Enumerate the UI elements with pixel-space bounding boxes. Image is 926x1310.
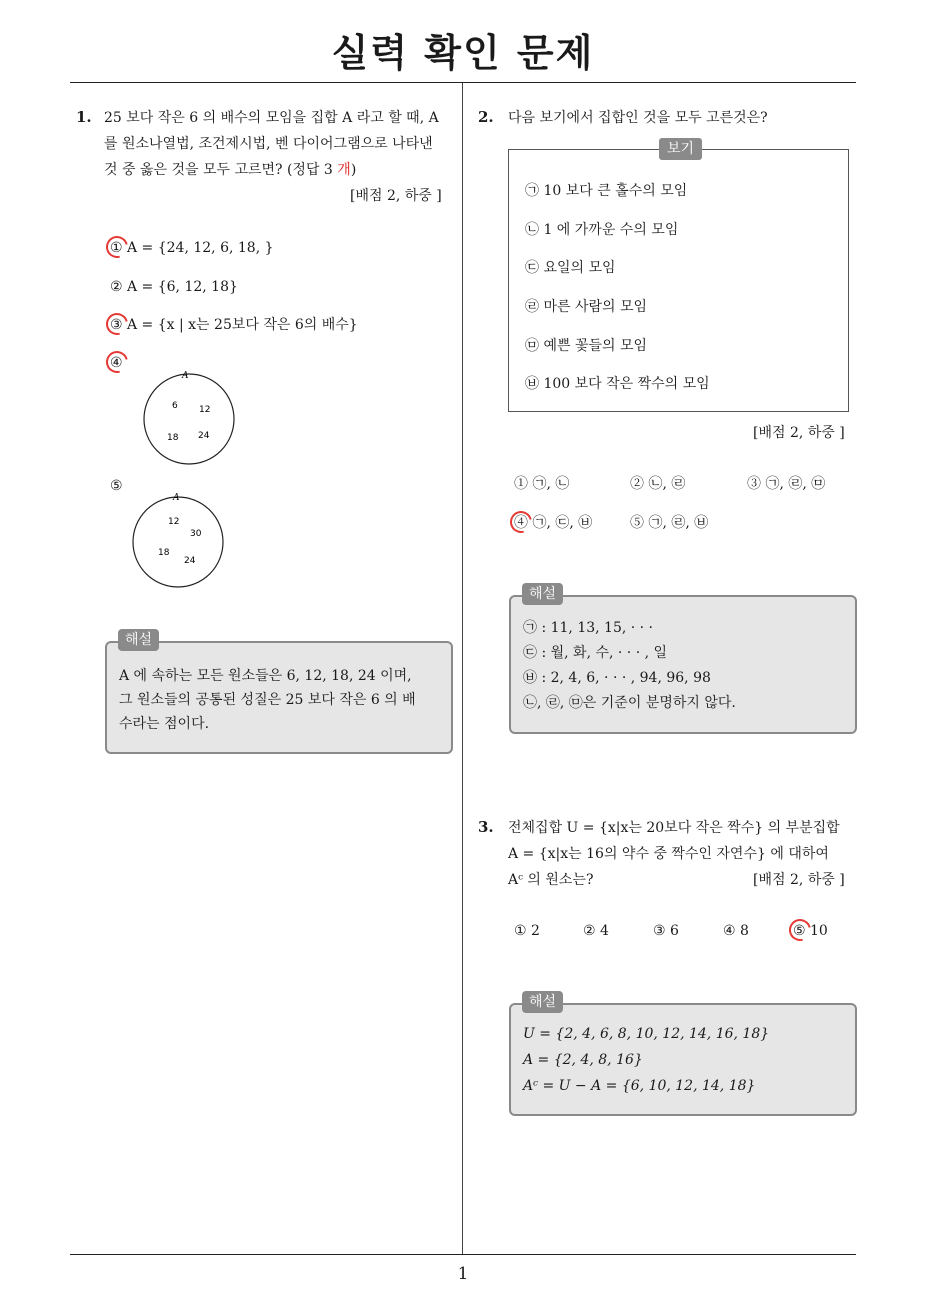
page-title: 실력 확인 문제 bbox=[331, 31, 595, 75]
question-3-number: 3. bbox=[478, 818, 494, 836]
question-1-line-3-text: 것 중 옳은 것을 모두 고르면? (정답 3 bbox=[104, 162, 338, 178]
q3-explanation-label: 해설 bbox=[522, 991, 563, 1013]
q2-choice-5[interactable]: ⑤ ㉠, ㉣, ㉥ bbox=[630, 515, 709, 531]
question-3-line-2: A = {x|x는 16의 약수 중 짝수인 자연수} 에 대하여 bbox=[508, 846, 829, 862]
q3-choice-2[interactable]: ② 4 bbox=[583, 923, 609, 939]
question-1-number: 1. bbox=[76, 108, 92, 126]
q3-explanation-line: U = {2, 4, 6, 8, 10, 12, 14, 16, 18} bbox=[523, 1026, 770, 1042]
venn-set-circle bbox=[133, 497, 223, 587]
question-2-number: 2. bbox=[478, 108, 494, 126]
bogi-item: ㉤ 예쁜 꽃들의 모임 bbox=[525, 338, 648, 354]
q3-choice-1[interactable]: ① 2 bbox=[514, 923, 540, 939]
bogi-item: ㉢ 요일의 모임 bbox=[525, 260, 616, 276]
question-1-line-1: 25 보다 작은 6 의 배수의 모임을 집합 A 라고 할 때, A bbox=[104, 110, 439, 126]
question-2-text: 다음 보기에서 집합인 것을 모두 고른것은? bbox=[508, 110, 768, 126]
bogi-box bbox=[508, 149, 849, 412]
bottom-rule bbox=[70, 1254, 856, 1255]
q1-choice-2[interactable]: ② A = {6, 12, 18} bbox=[110, 279, 238, 295]
question-3-score: [배점 2, 하중 ] bbox=[753, 872, 845, 888]
question-3-line-1: 전체집합 U = {x|x는 20보다 작은 짝수} 의 부분집합 bbox=[508, 820, 840, 836]
answer-count-unit: 개 bbox=[337, 162, 351, 178]
venn-element: 30 bbox=[190, 529, 202, 539]
bogi-item: ㉥ 100 보다 작은 짝수의 모임 bbox=[525, 376, 710, 392]
q2-explanation-line: ㉠ : 11, 13, 15, · · · bbox=[523, 620, 654, 636]
q1-choice-3[interactable]: ③ A = {x | x는 25보다 작은 6의 배수} bbox=[110, 317, 358, 333]
q2-explanation-line: ㉡, ㉣, ㉤은 기준이 분명하지 않다. bbox=[523, 695, 736, 711]
q2-explanation-box bbox=[509, 595, 857, 734]
q2-choice-4[interactable]: ④ ㉠, ㉢, ㉥ bbox=[514, 515, 593, 531]
venn-element: 12 bbox=[168, 517, 180, 527]
bogi-item: ㉡ 1 에 가까운 수의 모임 bbox=[525, 222, 679, 238]
q2-choice-3[interactable]: ③ ㉠, ㉣, ㉤ bbox=[747, 476, 826, 492]
q1-choice-4[interactable]: ④ bbox=[110, 355, 123, 371]
bogi-label: 보기 bbox=[659, 138, 702, 160]
bogi-item: ㉠ 10 보다 큰 홀수의 모임 bbox=[525, 183, 688, 199]
q1-explanation-label: 해설 bbox=[118, 629, 159, 651]
venn-set-circle bbox=[144, 374, 234, 464]
q3-explanation-line: Aᶜ = U − A = {6, 10, 12, 14, 18} bbox=[523, 1078, 756, 1094]
venn-element: 24 bbox=[184, 556, 196, 566]
q2-explanation-line: ㉥ : 2, 4, 6, · · · , 94, 96, 98 bbox=[523, 670, 711, 686]
top-rule bbox=[70, 82, 856, 83]
q1-explanation-line: 그 원소들의 공통된 성질은 25 보다 작은 6 의 배 bbox=[119, 692, 416, 708]
q3-choice-4[interactable]: ④ 8 bbox=[723, 923, 749, 939]
q2-choice-2[interactable]: ② ㉡, ㉣ bbox=[630, 476, 686, 492]
q1-explanation-line: A 에 속하는 모든 원소들은 6, 12, 18, 24 이며, bbox=[119, 668, 412, 684]
q3-choice-5[interactable]: ⑤ 10 bbox=[793, 923, 828, 939]
q1-explanation-line: 수라는 점이다. bbox=[119, 716, 210, 732]
venn-label: A bbox=[173, 493, 180, 503]
q1-choice-5[interactable]: ⑤ bbox=[110, 478, 123, 494]
q1-explanation-box bbox=[105, 641, 453, 754]
question-1-score: [배점 2, 하중 ] bbox=[350, 188, 442, 204]
q2-explanation-line: ㉢ : 월, 화, 수, · · · , 일 bbox=[523, 645, 668, 661]
q3-explanation-line: A = {2, 4, 8, 16} bbox=[523, 1052, 643, 1068]
q1-choice-1[interactable]: ① A = {24, 12, 6, 18, } bbox=[110, 240, 274, 256]
question-1-line-2: 를 원소나열법, 조건제시법, 벤 다이어그램으로 나타낸 bbox=[104, 136, 433, 152]
question-3-line-3: Aᶜ 의 원소는? bbox=[508, 872, 594, 888]
q3-choice-3[interactable]: ③ 6 bbox=[653, 923, 679, 939]
q2-choice-1[interactable]: ① ㉠, ㉡ bbox=[514, 476, 570, 492]
column-divider bbox=[462, 83, 463, 1254]
venn-label: A bbox=[182, 371, 189, 381]
question-1-line-3 bbox=[104, 160, 356, 180]
venn-element: 12 bbox=[199, 405, 211, 415]
question-1-line-3-end: ) bbox=[350, 162, 357, 178]
venn-element: 18 bbox=[158, 548, 170, 558]
venn-element: 6 bbox=[172, 401, 178, 411]
question-2-score: [배점 2, 하중 ] bbox=[753, 425, 845, 441]
venn-element: 18 bbox=[167, 433, 179, 443]
venn-diagram-5 bbox=[128, 488, 232, 590]
q3-explanation-box bbox=[509, 1003, 857, 1116]
q2-explanation-label: 해설 bbox=[522, 583, 563, 605]
venn-diagram-4 bbox=[138, 366, 242, 468]
page-number: 1 bbox=[457, 1264, 469, 1284]
venn-element: 24 bbox=[198, 431, 210, 441]
bogi-item: ㉣ 마른 사람의 모임 bbox=[525, 299, 648, 315]
